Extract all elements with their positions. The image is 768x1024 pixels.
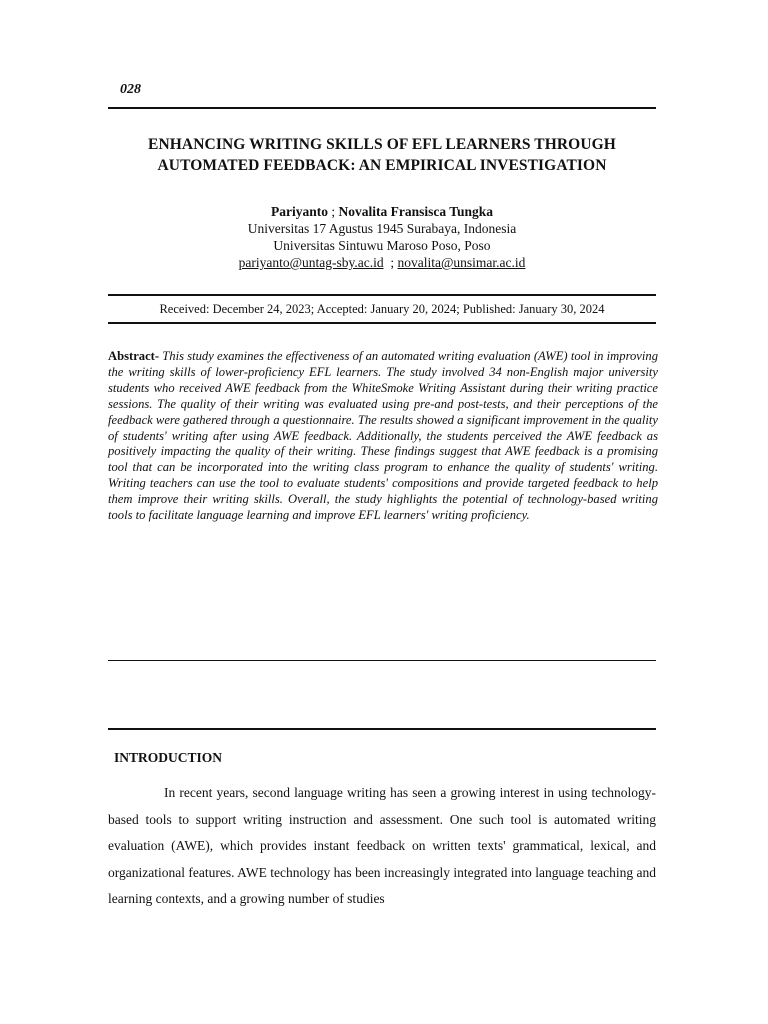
email-link-1[interactable]: pariyanto@untag-sby.ac.id bbox=[238, 255, 384, 270]
title-line-1: ENHANCING WRITING SKILLS OF EFL LEARNERS THROUGH bbox=[148, 136, 616, 153]
affiliation-2: Universitas Sintuwu Maroso Poso, Poso bbox=[273, 238, 491, 253]
author-1: Pariyanto bbox=[270, 204, 328, 219]
introduction-heading: INTRODUCTION bbox=[114, 750, 223, 765]
author-names bbox=[108, 203, 656, 220]
paper-title bbox=[108, 134, 656, 176]
author-2: Novalita Fransisca Tungka bbox=[338, 204, 494, 219]
author-emails bbox=[108, 254, 656, 271]
abstract bbox=[108, 349, 658, 524]
title-line-2: AUTOMATED FEEDBACK: AN EMPIRICAL INVESTIGATION bbox=[157, 157, 607, 174]
abstract-text: This study examines the effectiveness of an automated writing evaluation (AWE) tool in improving the writing skills of lower-proficiency EFL learners. The study involved 34 non-English major university students who received AWE feedback from the WhiteSmoke Writing Assistant during their writing practice sessions. The quality of their writing was evaluated using pre-and post-tests, and their perceptions of the feedback were gathered through a questionnaire. The results showed a significant improvement in the quality of students' writing after using AWE feedback. Additionally, the students perceived the AWE feedback as positively impacting the quality of their writing. These findings suggest that AWE feedback is a promising tool that can be incorporated into the writing class program to enhance the quality of students' writing. Writing teachers can use the tool to evaluate students' compositions and provide targeted feedback to help them improve their writing skills. Overall, the study highlights the potential of technology-based writing tools to facilitate language learning and improve EFL learners' writing proficiency. bbox=[108, 349, 658, 523]
dates-bottom-rule bbox=[108, 322, 656, 324]
email-link-2[interactable]: novalita@unsimar.ac.id bbox=[397, 255, 526, 270]
page-number: 028 bbox=[120, 82, 141, 97]
author-block bbox=[108, 203, 656, 271]
header-rule bbox=[108, 107, 656, 109]
email-separator: ; bbox=[383, 255, 398, 270]
abstract-end-rule bbox=[108, 660, 656, 661]
author-separator: ; bbox=[327, 204, 339, 219]
section-rule bbox=[108, 728, 656, 730]
dates-top-rule bbox=[108, 294, 656, 296]
introduction-paragraph: In recent years, second language writing has seen a growing interest in using technology-based tools to support writing instruction and assessment. One such tool is automated writing evaluation (AWE), which provides instant feedback on written texts' grammatical, lexical, and organizational features. AWE technology has been increasingly integrated into language teaching and learning contexts, and a growing number of studies bbox=[108, 785, 656, 906]
publication-dates: Received: December 24, 2023; Accepted: January 20, 2024; Published: January 30, 2024 bbox=[159, 302, 605, 316]
affiliation-1: Universitas 17 Agustus 1945 Surabaya, Indonesia bbox=[247, 221, 517, 236]
abstract-label: Abstract- bbox=[108, 349, 160, 363]
